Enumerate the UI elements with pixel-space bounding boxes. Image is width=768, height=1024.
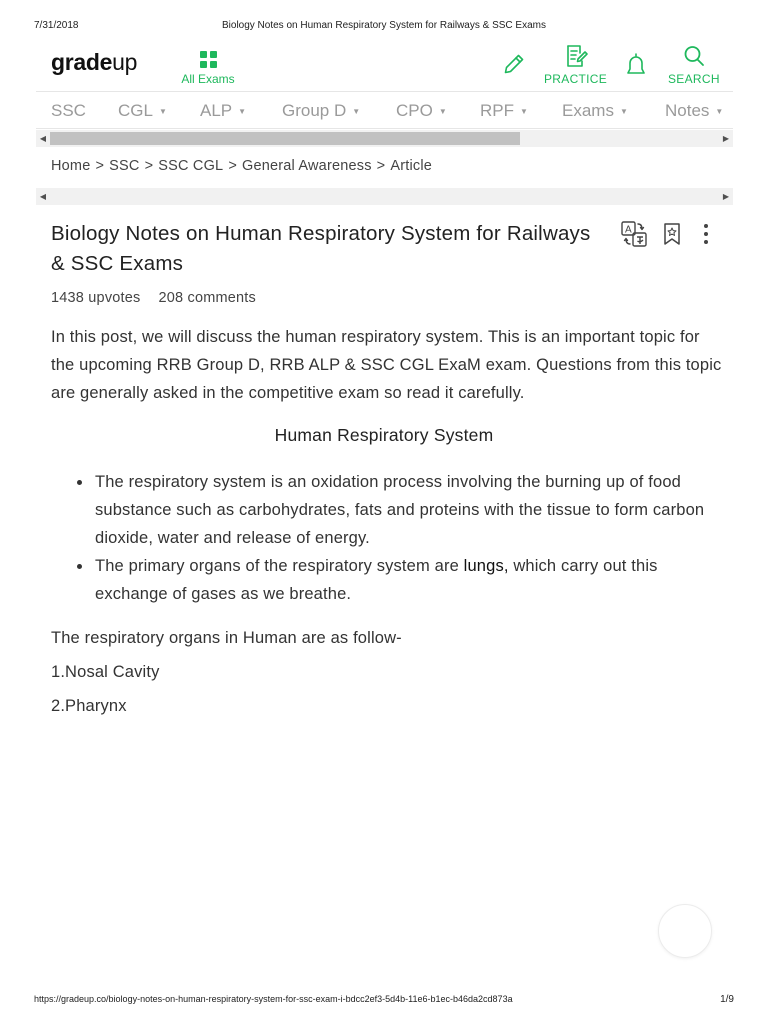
bell-icon bbox=[624, 52, 648, 78]
search-icon bbox=[682, 44, 706, 68]
all-exams-label: All Exams bbox=[181, 72, 235, 86]
organ-item-1: 1.Nosal Cavity bbox=[51, 663, 160, 681]
lungs-emphasis: lungs, bbox=[463, 557, 509, 575]
print-date: 7/31/2018 bbox=[34, 20, 79, 31]
print-url: https://gradeup.co/biology-notes-on-human-respiratory-system-for-ssc-exam-i-bdcc2ef3-5d4b-11e6-b1ec-b46da2cd873a bbox=[34, 994, 513, 1004]
search-label: SEARCH bbox=[668, 72, 720, 86]
scroll-right-icon[interactable]: ▶ bbox=[722, 134, 730, 143]
caret-down-icon: ▼ bbox=[520, 107, 528, 117]
logo-light-text: up bbox=[112, 49, 138, 75]
bullet-list bbox=[95, 468, 730, 608]
practice-icon bbox=[563, 44, 589, 68]
nav-item-cpo[interactable]: CPO ▼ bbox=[396, 101, 447, 120]
more-options-button[interactable] bbox=[698, 222, 714, 251]
floating-action-button[interactable] bbox=[658, 904, 712, 958]
search-button[interactable] bbox=[668, 44, 720, 86]
breadcrumb-home[interactable]: Home bbox=[51, 158, 91, 174]
more-vert-icon bbox=[698, 222, 714, 246]
print-title: Biology Notes on Human Respiratory System for Railways & SSC Exams bbox=[221, 20, 546, 31]
exam-nav-bar bbox=[36, 91, 733, 129]
notifications-button[interactable] bbox=[624, 52, 648, 78]
print-page-number: 1/9 bbox=[720, 994, 734, 1005]
scroll-left-icon[interactable]: ◀ bbox=[39, 134, 47, 143]
practice-button[interactable] bbox=[544, 44, 607, 86]
list-item: The respiratory system is an oxidation process involving the burning up of food substance such as carbohydrates, fats and proteins with the tissue to form carbon dioxide, water and release of energy. bbox=[95, 468, 730, 552]
translate-icon bbox=[620, 220, 648, 248]
pencil-icon bbox=[502, 52, 526, 76]
nav-item-alp[interactable]: ALP ▼ bbox=[200, 101, 247, 120]
caret-down-icon: ▼ bbox=[238, 107, 247, 117]
caret-down-icon: ▼ bbox=[352, 107, 361, 117]
breadcrumb-separator: > bbox=[95, 158, 105, 174]
breadcrumb-article: Article bbox=[390, 158, 433, 174]
section-heading: Human Respiratory System bbox=[274, 425, 494, 445]
caret-down-icon: ▼ bbox=[158, 107, 167, 117]
caret-down-icon: ▼ bbox=[438, 107, 447, 117]
organ-item-2: 2.Pharynx bbox=[51, 697, 127, 715]
breadcrumb-scrollbar[interactable] bbox=[36, 188, 733, 205]
comments-count[interactable]: 208 comments bbox=[158, 290, 256, 306]
list-item: The primary organs of the respiratory system are lungs, which carry out this exchange of gases as we breathe. bbox=[95, 552, 730, 608]
pencil-button[interactable] bbox=[502, 52, 526, 76]
nav-item-notes[interactable]: Notes ▼ bbox=[665, 101, 724, 120]
nav-item-exams[interactable]: Exams ▼ bbox=[562, 101, 628, 120]
caret-down-icon: ▼ bbox=[715, 107, 724, 117]
breadcrumb-separator: > bbox=[228, 158, 237, 174]
scrollbar-thumb[interactable] bbox=[50, 132, 520, 145]
nav-item-ssc[interactable]: SSC bbox=[51, 101, 86, 120]
breadcrumb-general-awareness[interactable]: General Awareness bbox=[241, 158, 372, 174]
all-exams-button[interactable] bbox=[172, 45, 244, 86]
nav-item-group-d[interactable]: Group D ▼ bbox=[282, 101, 361, 120]
logo-bold-text: grade bbox=[51, 49, 113, 75]
nav-item-rpf[interactable]: RPF ▼ bbox=[480, 101, 528, 120]
nav-scrollbar[interactable] bbox=[36, 130, 733, 147]
breadcrumb bbox=[51, 158, 432, 174]
translate-button[interactable] bbox=[620, 220, 648, 253]
nav-item-cgl[interactable]: CGL ▼ bbox=[118, 101, 167, 120]
article-intro: In this post, we will discuss the human respiratory system. This is an important topic for the upcoming RRB Group D, RRB ALP & SSC CGL ExaM exam. Questions from this topic are generally asked in the competitive exam so read it carefully. bbox=[51, 328, 722, 402]
bookmark-button[interactable] bbox=[662, 222, 682, 251]
grid-icon bbox=[200, 51, 217, 68]
article-title: Biology Notes on Human Respiratory System for Railways & SSC Exams bbox=[51, 222, 591, 275]
breadcrumb-separator: > bbox=[376, 158, 386, 174]
caret-down-icon: ▼ bbox=[619, 107, 628, 117]
breadcrumb-ssc[interactable]: SSC bbox=[109, 158, 140, 174]
breadcrumb-ssc-cgl[interactable]: SSC CGL bbox=[158, 158, 224, 174]
breadcrumb-separator: > bbox=[144, 158, 154, 174]
practice-label: PRACTICE bbox=[544, 72, 608, 86]
svg-text:A: A bbox=[625, 224, 632, 236]
scroll-right-icon[interactable]: ▶ bbox=[722, 192, 730, 201]
gradeup-logo[interactable] bbox=[51, 49, 137, 76]
article-stats bbox=[51, 290, 256, 306]
organs-intro: The respiratory organs in Human are as follow- bbox=[51, 629, 402, 647]
scroll-left-icon[interactable]: ◀ bbox=[39, 192, 47, 201]
bookmark-icon bbox=[662, 222, 682, 246]
upvotes-count[interactable]: 1438 upvotes bbox=[51, 290, 141, 306]
